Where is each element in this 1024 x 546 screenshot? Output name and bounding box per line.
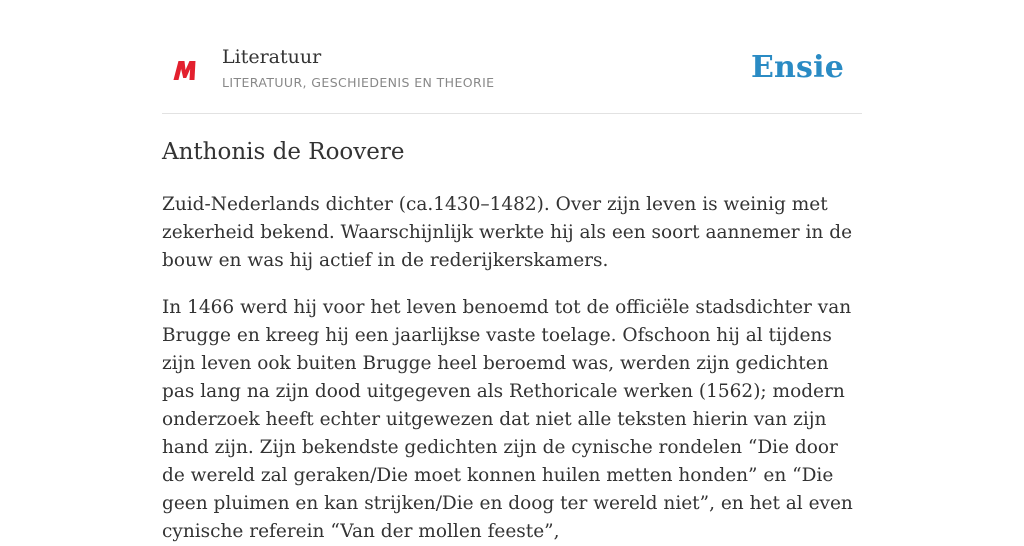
m-logo-icon[interactable] — [172, 56, 198, 84]
ensie-brand-logo[interactable]: Ensie — [750, 50, 844, 85]
article-title: Anthonis de Roovere — [162, 139, 405, 165]
category-title[interactable]: Literatuur — [222, 46, 322, 68]
article-paragraph: In 1466 werd hij voor het leven benoemd tot de officiële stadsdichter van Brugge en kreeg hij een jaarlijkse vaste toelage. Ofschoon hij al tijdens zijn leven ook buiten Brugge heel beroemd was, werden zijn gedichten pas lang na zijn dood uitgegeven als Rethoricale werken (1562); modern onderzoek heeft echter uitgewezen dat niet alle teksten hierin van zijn hand zijn. Zijn bekendste gedichten zijn de cynische rondelen “Die door de wereld zal geraken/Die moet konnen huilen metten honden” en “Die geen pluimen en kan strijken/Die en doog ter wereld niet”, en het al even cynische referein “Van der mollen feeste”, — [162, 297, 853, 542]
article-paragraph: Zuid-Nederlands dichter (ca.1430–1482). Over zijn leven is weinig met zekerheid bekend. Waarschijnlijk werkte hij als een soort aannemer in de bouw en was hij actief in de rederijkerskamers. — [162, 194, 853, 271]
site-header — [162, 40, 862, 114]
article — [162, 134, 862, 546]
category-subtitle: LITERATUUR, GESCHIEDENIS EN THEORIE — [222, 75, 495, 90]
